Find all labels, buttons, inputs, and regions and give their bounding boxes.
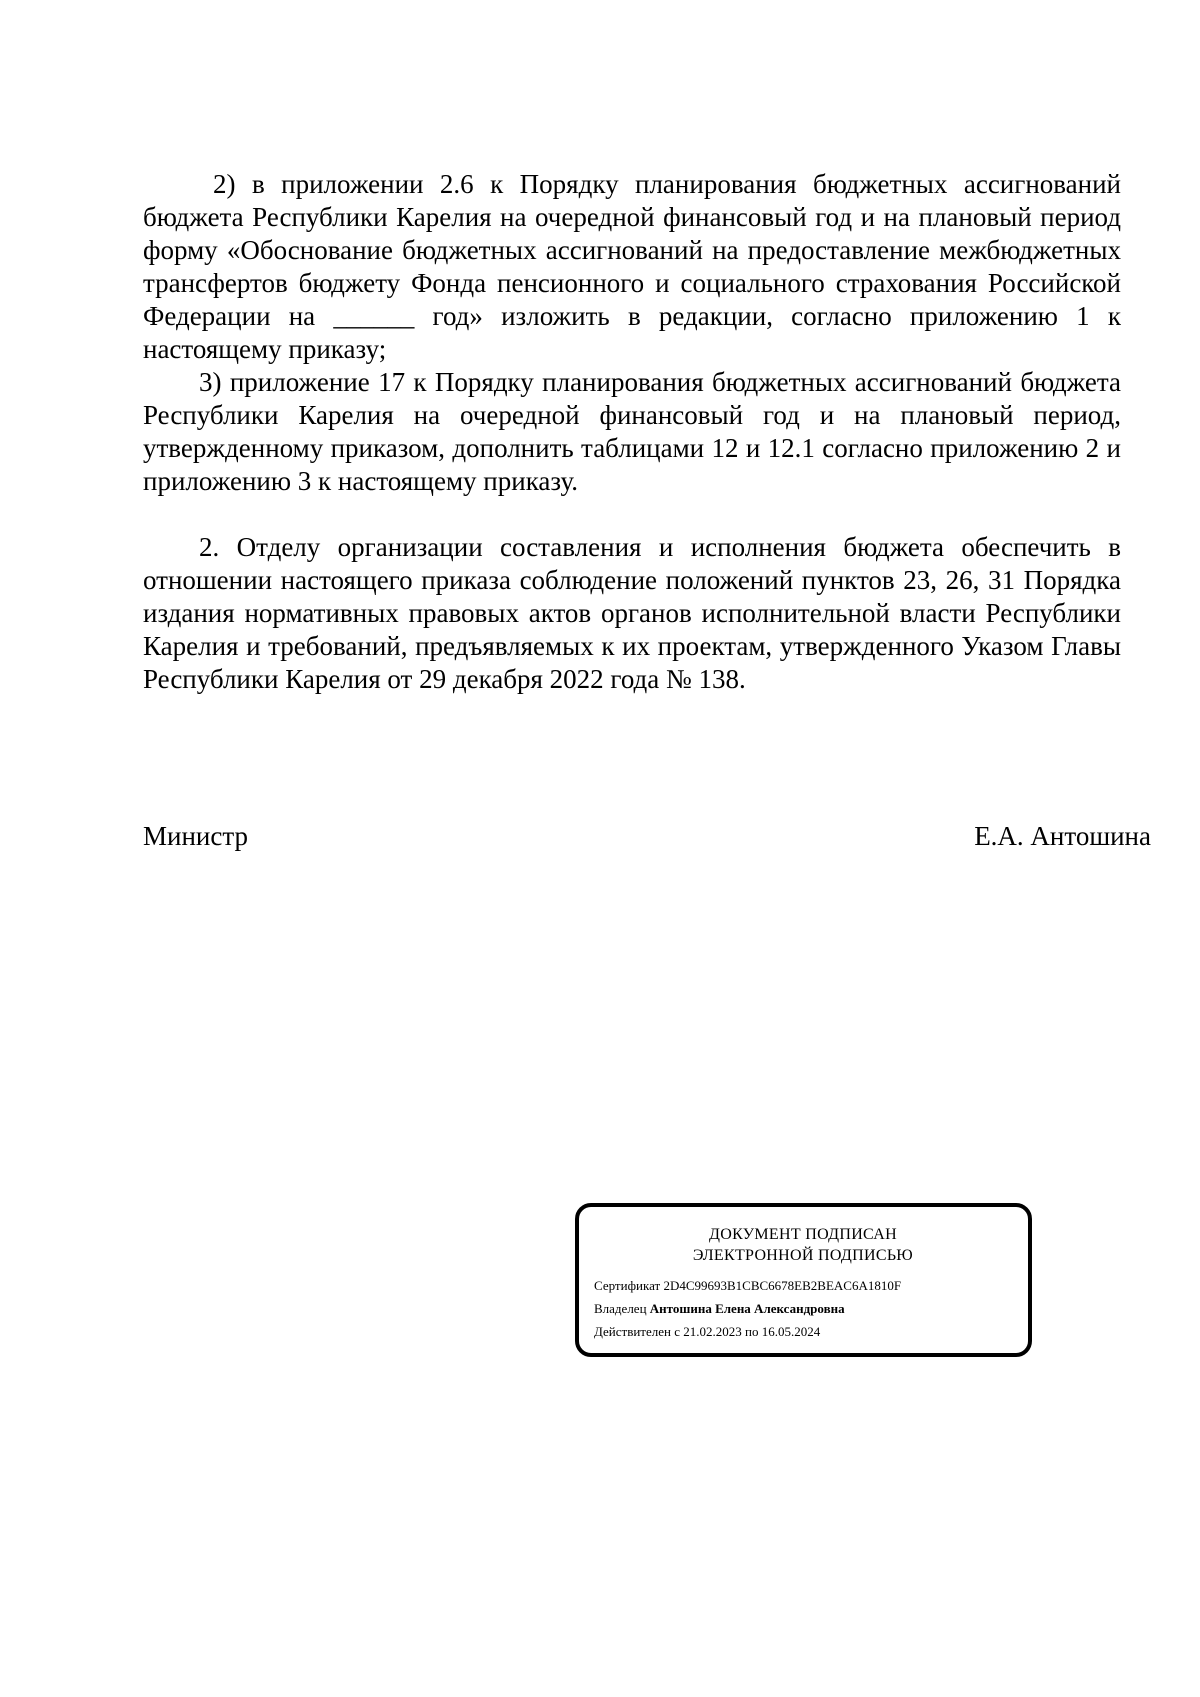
stamp-certificate-row <box>594 1274 1012 1297</box>
stamp-validity-row <box>594 1320 1012 1343</box>
certificate-label: Сертификат <box>594 1278 661 1293</box>
stamp-details <box>594 1274 1012 1343</box>
owner-value: Антошина Елена Александровна <box>649 1301 845 1316</box>
paragraph-item-2: 2) в приложении 2.6 к Порядку планирования бюджетных ассигнований бюджета Республики Карелия на очередной финансовый год и на плановый период форму «Обоснование бюджетных ассигнований на предоставление межбюджетных трансфертов бюджету Фонда пенсионного и социального страхования Российской Федерации на ______ год» изложить в редакции, согласно приложению 1 к настоящему приказу; <box>143 169 1121 364</box>
signatory-position: Министр <box>143 821 248 851</box>
valid-label: Действителен <box>594 1324 671 1339</box>
owner-label: Владелец <box>594 1301 647 1316</box>
valid-to-prefix: по <box>745 1324 759 1339</box>
paragraph-clause-2: 2. Отделу организации составления и исполнения бюджета обеспечить в отношении настоящего приказа соблюдение положений пунктов 23, 26, 31 Порядка издания нормативных правовых актов органов исполнительной власти Республики Карелия и требований, предъявляемых к их проектам, утвержденного Указом Главы Республики Карелия от 29 декабря 2022 года № 138. <box>143 532 1121 694</box>
stamp-title-line-1: ДОКУМЕНТ ПОДПИСАН <box>709 1226 897 1243</box>
electronic-signature-stamp <box>575 1203 1032 1357</box>
stamp-owner-row <box>594 1297 1012 1320</box>
stamp-title-line-2: ЭЛЕКТРОННОЙ ПОДПИСЬЮ <box>692 1247 914 1264</box>
stamp-title <box>594 1224 1012 1266</box>
signature-block <box>143 820 1151 853</box>
signatory-name: Е.А. Антошина <box>974 821 1151 851</box>
valid-from-date: 21.02.2023 <box>683 1324 742 1339</box>
valid-from-prefix: с <box>674 1324 680 1339</box>
certificate-value: 2D4C99693B1CBC6678EB2BEAC6A1810F <box>663 1278 902 1293</box>
paragraph-item-3: 3) приложение 17 к Порядку планирования бюджетных ассигнований бюджета Республики Карелия на очередной финансовый год и на плановый период, утвержденному приказом, дополнить таблицами 12 и 12.1 согласно приложению 2 и приложению 3 к настоящему приказу. <box>143 367 1121 496</box>
document-body <box>143 168 1121 696</box>
valid-to-date: 16.05.2024 <box>761 1324 821 1339</box>
